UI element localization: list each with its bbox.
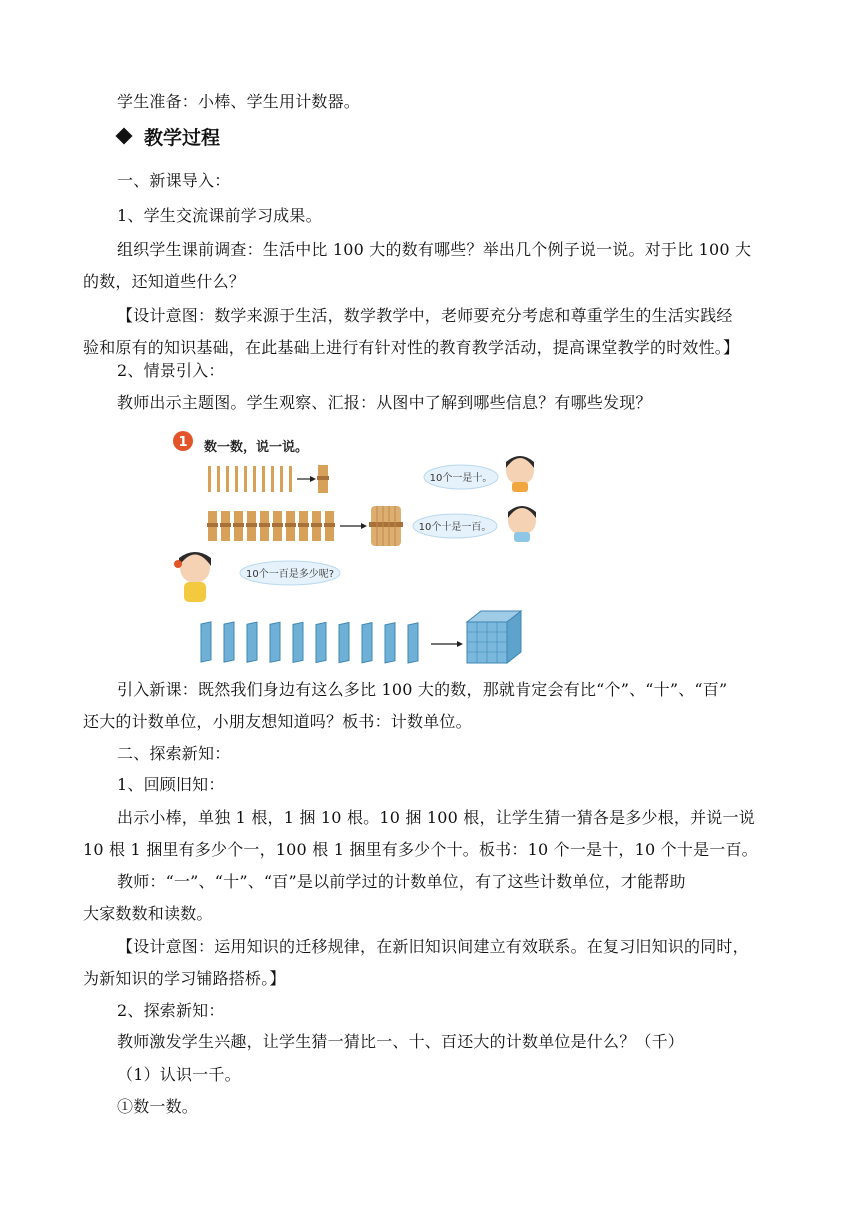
text-line: 二、探索新知： (117, 744, 231, 763)
text-line: 10 根 1 捆里有多少个一，100 根 1 捆里有多少个十。板书：10 个一是十，10 个十是一百。 (83, 840, 758, 859)
girl-avatar-icon (174, 552, 211, 602)
boy-avatar-icon (506, 456, 534, 492)
text-line: 1、学生交流课前学习成果。 (117, 206, 322, 225)
text-line: 2、探索新知： (117, 1001, 225, 1020)
bubble-text: 10个十是一百。 (418, 522, 492, 533)
text-line: 为新知识的学习铺路搭桥。】 (83, 969, 286, 988)
stick-bundle-icon (317, 465, 329, 493)
speech-bubble (424, 465, 498, 489)
thousand-cube-icon (467, 611, 521, 663)
text-line: 还大的计数单位，小朋友想知道吗？板书：计数单位。 (83, 712, 472, 731)
bubble-text: 10个一百是多少呢? (245, 569, 335, 580)
text-line: 2、情景引入： (117, 361, 225, 380)
text-line: 的数，还知道些什么？ (83, 272, 246, 291)
text-line: 教师出示主题图。学生观察、汇报：从图中了解到哪些信息？有哪些发现？ (117, 393, 652, 412)
theme-illustration (168, 418, 568, 670)
text-line: （1）认识一千。 (117, 1065, 241, 1084)
single-sticks-row (208, 466, 292, 492)
text-line: 教师激发学生兴趣，让学生猜一猜比一、十、百还大的计数单位是什么？（千） (117, 1032, 685, 1051)
illustration-graphic (168, 418, 568, 670)
text-line: 一、新课导入： (117, 171, 231, 190)
text-line: 学生准备：小棒、学生用计数器。 (117, 92, 361, 111)
number-badge-icon (173, 431, 193, 451)
text-line: 教师：“一”、“十”、“百”是以前学过的计数单位，有了这些计数单位，才能帮助 (117, 872, 686, 891)
text-line: 大家数数和读数。 (83, 904, 213, 923)
text-line: 【设计意图：运用知识的迁移规律，在新旧知识间建立有效联系。在复习旧知识的同时， (117, 937, 749, 956)
bubble-text: 10个一是十。 (429, 473, 493, 484)
diamond-bullet-icon (116, 128, 133, 145)
section-heading (118, 126, 220, 150)
text-line: 组织学生课前调查：生活中比 100 大的数有哪些？举出几个例子说一说。对于比 100 大 (117, 240, 752, 259)
heading-text: 教学过程 (144, 127, 221, 149)
hundred-flats-row (201, 622, 418, 663)
text-line: 1、回顾旧知： (117, 775, 225, 794)
figure-title: 数一数，说一说。 (204, 440, 309, 455)
bundles-row (207, 511, 335, 541)
badge-number: 1 (178, 435, 188, 450)
speech-bubble (240, 561, 340, 585)
boy-avatar-icon (508, 506, 536, 542)
hundred-bundle-icon (369, 506, 403, 546)
text-line: 出示小棒，单独 1 根，1 捆 10 根。10 捆 100 根，让学生猜一猜各是多少根，并说一说 (117, 808, 755, 827)
text-line: 引入新课：既然我们身边有这么多比 100 大的数，那就肯定会有比“个”、“十”、“百” (117, 680, 728, 699)
text-line: 【设计意图：数学来源于生活，数学教学中，老师要充分考虑和尊重学生的生活实践经 (117, 306, 733, 325)
speech-bubble (413, 514, 497, 538)
text-line: 验和原有的知识基础，在此基础上进行有针对性的教育教学活动，提高课堂教学的时效性。】 (83, 338, 740, 357)
text-line: ①数一数。 (117, 1097, 199, 1116)
